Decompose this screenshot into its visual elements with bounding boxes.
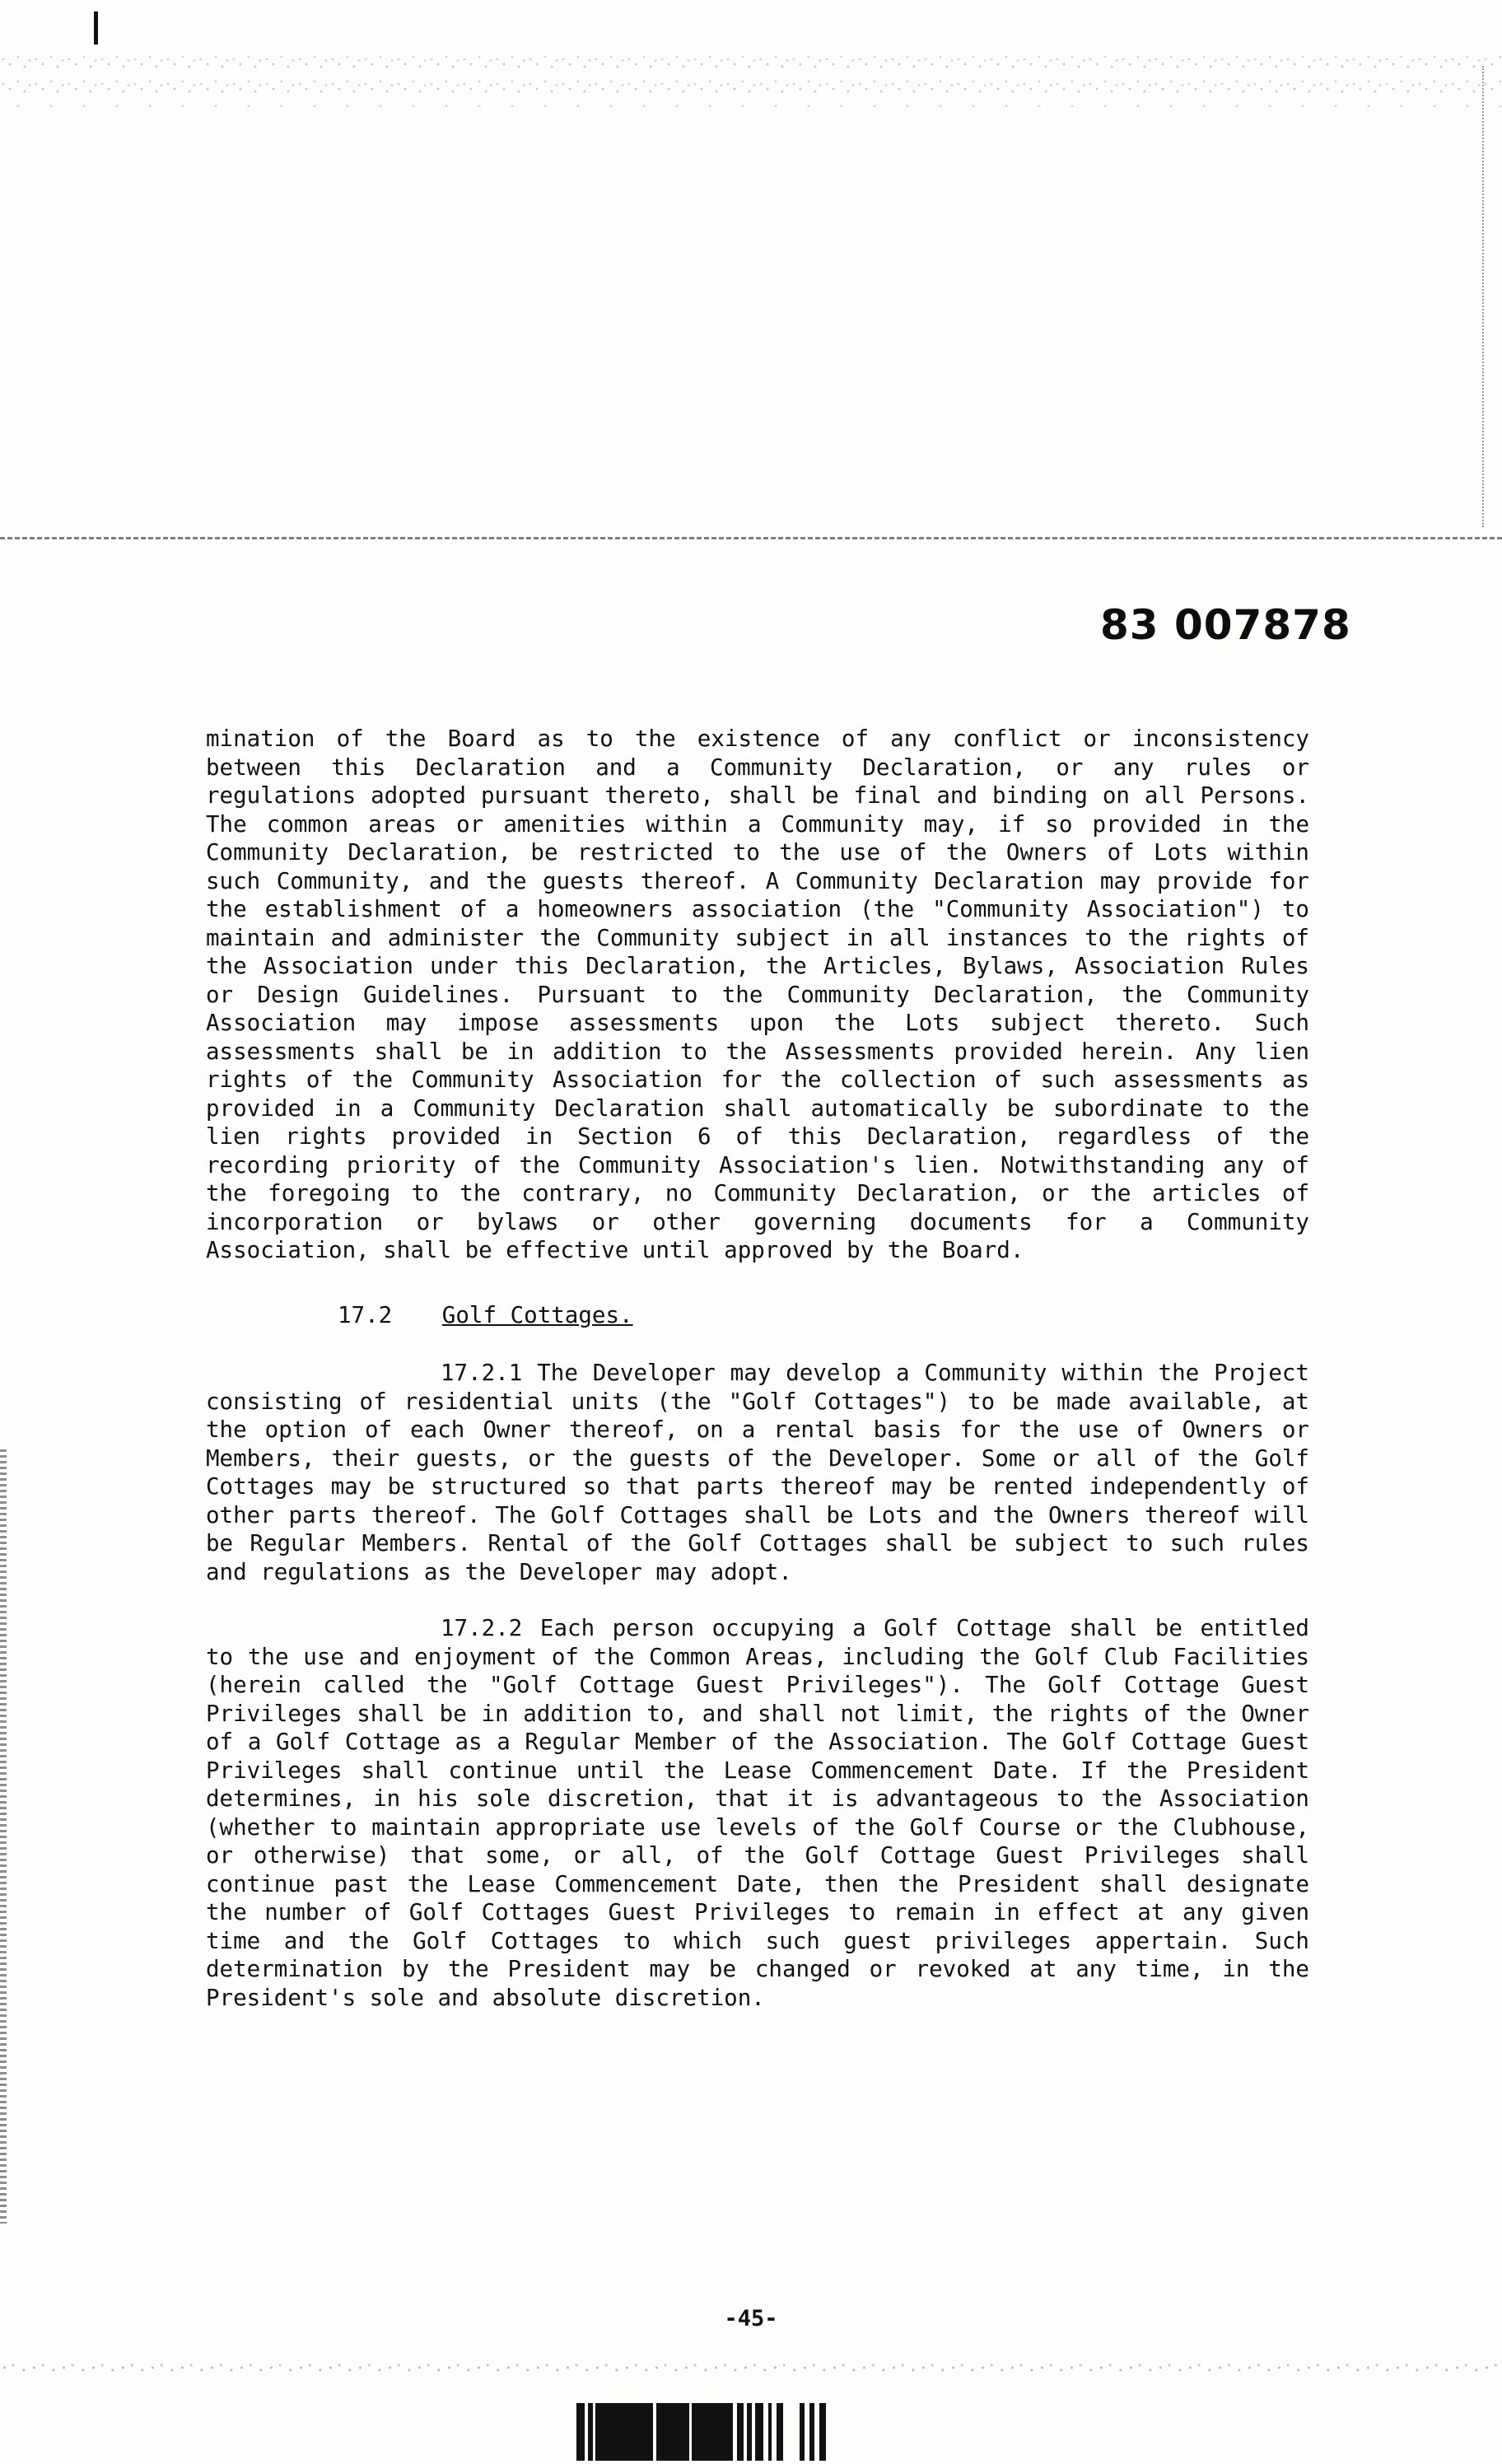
- scan-noise-bottom: [0, 2355, 1502, 2380]
- barcode: [576, 2403, 826, 2461]
- scan-tick-mark: [94, 12, 98, 44]
- scan-noise-top: [0, 49, 1502, 107]
- scan-separator-line: [0, 537, 1502, 539]
- scan-left-edge: [0, 1449, 7, 2224]
- document-number: 83 007878: [1100, 601, 1351, 649]
- paragraph-17-2-1: 17.2.1 The Developer may develop a Community within the Project consisting of residential units (the "Golf Cottages") to be made available, at the option of each Owner thereof, on a rental basis for the use of Owners or Members, their guests, or the guests of the Developer. Some or all of the Golf Cottages may be structured so that parts thereof may be rented independently of other parts thereof. The Golf Cottages shall be Lots and the Owners thereof will be Regular Members. Rental of the Golf Cottages shall be subject to such rules and regulations as the Developer may adopt.: [206, 1360, 1309, 1585]
- document-body: [206, 725, 1309, 2012]
- scan-right-edge: [1482, 66, 1484, 527]
- section-heading: [338, 1301, 1309, 1330]
- section-number: 17.2: [338, 1301, 393, 1328]
- paragraph-17-2-2: 17.2.2 Each person occupying a Golf Cottage shall be entitled to the use and enjoyment of the Common Areas, including the Golf Club Facilities (herein called the "Golf Cottage Guest Privileges"). The Golf Cottage Guest Privileges shall be in addition to, and shall not limit, the rights of the Owner of a Golf Cottage as a Regular Member of the Association. The Golf Cottage Guest Privileges shall continue until the Lease Commencement Date. If the President determines, in his sole discretion, that it is advantageous to the Association (whether to maintain appropriate use levels of the Golf Course or the Clubhouse, or otherwise) that some, or all, of the Golf Cottage Guest Privileges shall continue past the Lease Commencement Date, then the President shall designate the number of Golf Cottages Guest Privileges to remain in effect at any given time and the Golf Cottages to which such guest privileges appertain. Such determination by the President may be changed or revoked at any time, in the President's sole and absolute discretion.: [206, 1615, 1309, 2011]
- paragraph-continuation: mination of the Board as to the existence of any conflict or inconsistency between this Declaration and a Community Declaration, or any rules or regulations adopted pursuant thereto, shall be final and binding on all Persons. The common areas or amenities within a Community may, if so provided in the Community Declaration, be restricted to the use of the Owners of Lots within such Community, and the guests thereof. A Community Declaration may provide for the establishment of a homeowners association (the "Community Association") to maintain and administer the Community subject in all instances to the rights of the Association under this Declaration, the Articles, Bylaws, Association Rules or Design Guidelines. Pursuant to the Community Declaration, the Community Association may impose assessments upon the Lots subject thereto. Such assessments shall be in addition to the Assessments provided herein. Any lien rights of the Community Association for the collection of such assessments as provided in a Community Declaration shall automatically be subordinate to the lien rights provided in Section 6 of this Declaration, regardless of the recording priority of the Community Association's lien. Notwithstanding any of the foregoing to the contrary, no Community Declaration, or the articles of incorporation or bylaws or other governing documents for a Community Association, shall be effective until approved by the Board.: [206, 726, 1309, 1263]
- page-number: -45-: [724, 2306, 778, 2331]
- section-title: Golf Cottages.: [441, 1301, 633, 1328]
